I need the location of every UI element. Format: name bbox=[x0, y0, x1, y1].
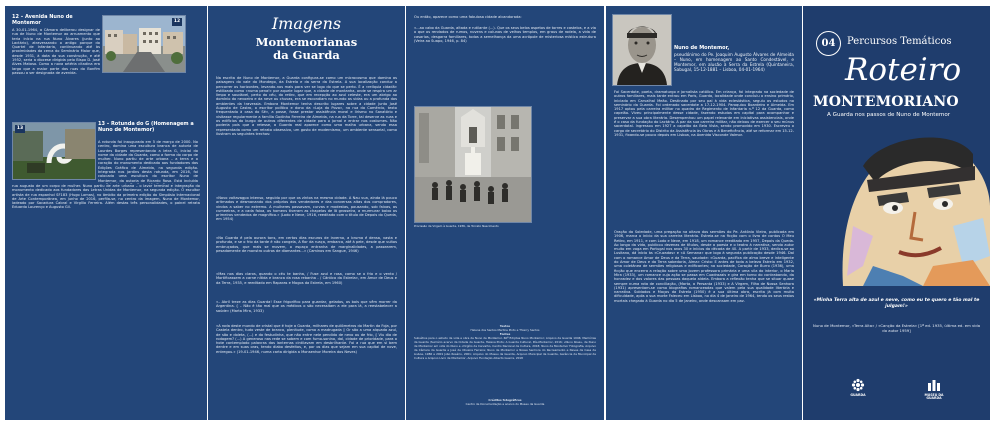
procession-photo bbox=[414, 106, 532, 223]
panel-cidade bbox=[406, 6, 604, 420]
cover-quote-source: Nuno de Montemor, «Terra Alta» / «Canção da Estrela» [1ª ed. 1935, última ed. em vida do autor 1959] bbox=[812, 323, 981, 333]
mural-artwork bbox=[803, 126, 990, 286]
cover-quote: «Minha Terra alta de azul e neve, como eu te quero e tão mal te julgam!» bbox=[813, 298, 980, 309]
museum-logo-text: MUSEU DA GUARDA bbox=[924, 392, 944, 401]
guarda-logo bbox=[845, 378, 871, 397]
issue-number: 04 bbox=[816, 31, 841, 56]
imagens-title: Imagens bbox=[271, 14, 342, 33]
cover-subtitle: A Guarda nos passos de Nuno de Montemor bbox=[827, 112, 951, 118]
panel-biography bbox=[606, 6, 802, 420]
stop-12-text: A 30-01-1964, a Câmara deliberou designar de rua de Nuno de Montemor ao arruamento que teria início na rua Nuno Álvares (junto ao Lactário), atravessando o antigo parque do Quartel de Infantaria, continuando até às proximidades da cerca do Seminário Maior que, desde 1931, à data da sua construção, e até 1952, seria a diocese dirigida pelo Bispo D. José Alves Matoso. Como a nova artéria citadina era larga que a maior parte das ruas do Bonfim passou a ser designada de avenida. bbox=[12, 28, 100, 75]
imagens-quote-5: «A roda deste mundo de cristal que é hoje a Guarda, milhares de quilómetros do Martin da Foja, por Castela dentro, tudo veste de branco, plenitude, como a madrugada ◊ Or são a uma alquada azul, de são e doleta, (...) e do festudinha, que não entre nele pendido de nevo ou de frio, ◊ Viu dia de rodagem? (...) A generoso nas rede se sobem e com fumo-sonino, daí, cidade de prioridade, para o hote contemplado palavras das lanternas cintilavam em desbrilhante. Foi a rua que em si bem dentre e em suas oras, tendo diabo desfeitos, e, por os dias que sejam em sua capital de nove, entregou.» (19-01-1946, numa carta dirigida a Monsenhor Moreira dos Neves) bbox=[216, 324, 397, 354]
museum-emblem-icon bbox=[927, 378, 941, 392]
credits-sources: Subsídios para o estudo da vida e obra de Nuno de Montemor. 60ª Edições Nuno Montemor; Arquivo da Guarda 1946; Memórias da Guarda (Sumário acervo da Cidade da Guarda, Helena Pinto; A Guarda Cultural, Pós-Montemor, 2016; «Nuno Rosa», de Nuno de Montemor em vida do Nuno e «Virgílio de Carvalho, Centro Nacional de Cultura, 2018; Nuno de Montemor Fotografia, Arquivo da Câmara da Guarda e José de Oliveira Ferreira; Nuno de Montemor e Nossa Senhora do Recreamento e Neves da Casa de Lisboa, 1986 e 2001 João Rosário, 2001; Arquivo do Museu da Guarda, Arquivo Municipal da Guarda, Gerência de Municipal de Cultura e Arquivo Livro de Montemor, Arquivo Fundação Alberto Guerra, 2018 bbox=[414, 336, 596, 360]
credits-graphics: Centro de Documentação e acervo do Museu da Guarda bbox=[465, 402, 545, 406]
cidade-intro: Ou então, aparece como uma fabulosa cidade alcandorada: bbox=[414, 15, 522, 19]
montemorianas-title: Montemorianas bbox=[255, 35, 358, 49]
panel-imagens bbox=[208, 6, 405, 420]
stop-13-badge: 13 bbox=[16, 126, 24, 131]
montemor-portrait bbox=[612, 14, 672, 86]
panel-stops-12-13 bbox=[5, 6, 207, 420]
imagens-quote-2: «Na Guarda é pela aurora tons, em certos dias escuros de inverno, a bruma é densa, vasta e profunda, e se o frio da tarde é não congela, A flor da ruaça, embarca, até à pele, desde que vultos embruçados, que mais se movem, o espaço entranha de marginalidades, a passearem, pesadamente de monstro outros de diamantes...» (Caminos em Sangue, 1946) bbox=[216, 236, 397, 253]
credits-graphics-label: Créditos fotográficos bbox=[488, 398, 522, 402]
credits-block bbox=[414, 324, 596, 406]
guarda-emblem-icon bbox=[851, 378, 865, 392]
credits-sources-label: Fontes bbox=[499, 332, 511, 336]
imagens-quote-1: «Novo voltavagpo intenso, seguido por que os zíntos na mesma cidade. A Nau vua, ainda lá pouco aritmados e desmanando dos próprios dos vendedores e das conversas altas dos compradores, vindos a saber no extremo. A mulheres passavam, curvas e modestas, pousando, sob faixas, as cumeeiras, e a cada faixa, os homens tiveram as chapelas de lã grosseira, a murmurar baixo os primeiros vendedos de magnífico.» (Lodo e Neve, 1916, reeditado com o título de Depois do Queda, em 1954) bbox=[216, 196, 397, 222]
portrait-caption: pseudónimo do Pe. Joaquim Augusto Álvares de Almeida – Nuno, em homenagem ao Santo Condestável, e Montemor, em alusão à Serra da Estrela (Quintaneira, Sabugal, 15-12-1881 – Lisboa, 04-01-1964) bbox=[674, 52, 794, 72]
imagens-quote-3: «Mas nos dias claros, quando o céu te banha, / Fuse azul e rosa, como se o frio e o vento / Mortificassem a carne nítida e branca da rosa rebanha - / Cântico da Estrela», em Amor de Deus e da Terra, 1935, e reeditado em Raparas e Mogos da Estrela, em 1960) bbox=[216, 272, 397, 285]
roteiro-title: Roteiro bbox=[845, 52, 962, 88]
credits-texts-label: Textos bbox=[499, 324, 511, 328]
procession-caption: Procissão da Virgem à Guarda, 1936, de Torcato Nascimento bbox=[414, 224, 499, 228]
portrait-heading: Nuno de Montemor, bbox=[674, 45, 730, 51]
stop-12-title: 12 – Avenida Nuno de Montemor bbox=[12, 14, 73, 26]
imagens-quote-4: «– Abril treze as dias Guarda! Esse frigorífico para guardar, gelados, os bois que vêm morrer da Argentina. ◊ – Não é tão mal que os médicos o são necessitam a ele para lá, a reestabelecer a saúde» (Marta Mira, 1933) bbox=[216, 300, 397, 313]
credits-texts: Helena dos Santos Martins Pinto e Thierry Santos bbox=[470, 328, 540, 332]
series-title: Percursos Temáticos bbox=[847, 36, 952, 47]
da-guarda-title: da Guarda bbox=[273, 48, 340, 62]
montemoriano-title: MONTEMORIANO bbox=[813, 94, 959, 110]
panel-cover bbox=[803, 6, 990, 420]
imagens-para-1: Na escrita de Nuno de Montemor, a Guarda configura-se como um microcosmo que domina as paisagens do vale do Mondego, da Estrela e da serra da Estrela. A sua localização conduz a percorrer os horizontes, levando-nos mais para ver se logo do que se perto. É a «relíquia cidadã» estilizada como «numa pena!» por aquele lugar que, a cidade de montanha, onde se respira um ar limpo e saudável, perto do céu, do retiro, que em recepção ao azul celeste, era um abrigo ao domínio do nevoeiro e da neve ou chuvas, era se escondiam no mundo as vidas ou a profunda dos ambientes da travessia. Embora Montemor tenha descrito lugares sobre a cidade junto José Augusto de Castro, o escritor político e dono da «Loja do Povo», na rua do Comércio, texto frequentado à casa do Sé», a posse, fosse prestar assistência moral e lirismo no Sanatório e visitasse regularmente a família Godinho Ferreira de Almeida, na rua da Torre, tal deserve as ruas e os edifícios do burgo de outros diferentes de cidade para o jornal e entrar nos costumes. Não poderia pois que a retesse, a Guarda real aparece como uma malha urbana, sendo essa representada como um retrato obsessivo, um gosto de modernismo, um ambiente sensorial, como ilustram os seguintes trechos: bbox=[216, 76, 397, 136]
stop-12-badge: 12 bbox=[173, 19, 181, 24]
biography-para-1: Foi Sacerdote, poeta, dramaturgo e jornalista católico. Em criança, foi integrado na sociedade de outros familiares, mais tarde entrou em Paris, Guarda, localidade onde concluiu o ensino primário, iniciado em Carvalhal Meão. Destinado por seu pai à vida eclesiástica, seguiu os estudos no seminário da Guarda. Foi ordenado sacerdote a 17-12-1904. Paroquiou Boardeiro e Almeida. Em 1917 optou pela carreira militar no quadro de Regimento de Infantaria n.º 12 da Guarda, como capelão. Viveu principalmente desse cidade, fazendo estudos em capital para acompanhar e preservar a sua obra literária. Desempenhou um papel relevante em iniciativas assistenciais, onde é o caso da fundação do Lactário. À par da sua carreira militar, não deixou de exercer o seu múnus sacerdotal. Ingressou em 1927 a capelão da Bela Vista, sendo promovido em 1930. Escreveu o cargo de secretário do Distrito da Assistência às Obras e à Beneficência, até se reformar em 15-12-1931, fixando-se pouco depois em Lisboa, na Avenida Visconde Valmor. bbox=[614, 90, 794, 137]
cidade-quote: «...ao cabo da Guarda, altada e rutilante (...). Que os seus belos aspetos de torres e castelos, e a via o que os rendados de rumos, nuvens e colunas de velhos templos, em graus de rodeia, a vida de casarios, desgarra familiares, todos a semelhança da uma acrópole de misteriosa mística estrutura (Veira ao Suapo, 1946, p. 84) bbox=[414, 26, 596, 43]
stop-13-title: 13 – Rotunda do G (Homenagem a Nuno de Montemor) bbox=[98, 121, 194, 133]
biography-para-2: Oração da Soledade, uma pregação na oitava dos sermões do Pe. António Vieira, publicada em 1906, marca o início da sua carreira literária. Estreia-se na ficção com o livro de contos O Meu Retiro, em 1911, e com Lodo e Neve, em 1918, um romance reeditado em 1957, Depois da Queda. Ao longo da vida, publicou dezenas de títulos, desde a poesia e o teatro à narrativa, sendo autor muito em voga em Portugal nos anos 30 e inícios da década de 40. A partir de 1933, dedica-se ao Lusitano, dá início às «Cruzadas» e «A Semana» que logo à segunda publicação desde 1946. Daí com o romance Amor de Deus e da Terra, saudade: «Guarda, pacífica de alma breve e inteligente do Amor de Deus e da Terra sabedoria, Alma» Cristo: E antes de toda a beleza Estrela em 1932, uma coletânea de sermões religiosos e edificantes; na sociedade, Coração de Burro (1936), uma ficção que encerra a relação sobre uma jovem professora primária e uma vila do interior, o Maria Mira (1933), um romance cuja ação se passa em Cuadrazais e gira em torno do contrabando, da honradez e dos valores das pessoas daquela aldeia. Embora a reflexão tenha que se situar quase sempre numa rota de conciliação, (Marta, a Persanta (1933) e A Virgem, Filha de Nossa Senhora (1931) apresentam-se como biografias romanceadas que valem pela sua qualidade literária e narrativa. Soldados e Moços da Estrela (1950) é a sua última obra, escrita já com muita dificuldade, após a sua morte Faleceu em Lisboa, no dia 4 de janeiro de 1964, tendo os seus restos mortais chegado à Guarda no dia 5 de janeiro, onde descansam em paz. bbox=[614, 230, 794, 303]
guarda-logo-text: GUARDA bbox=[850, 392, 866, 397]
stop-13-text-continued: rua augusto de um corpo de mulher. Nuno partiu de arte urbana – o lavor terminal e integração do monumento dedicado aos fundadores das Letras Unidas de Montemor, na segunda edição. O escultor artista de rua espanhol SF183 (Hugo Lomas), no âmbito da primeira edição do Simpósio Internacional de Arte Contemporânea, em junho de 2016, perfila-se, no centro da imagem, Nuno de Montemor, ladeado por Sacadura Cabral e Virgílio Ferreira. Além destas três personalidades, o painel retrata Eduardo Lourenço e Augusto Gil. bbox=[12, 184, 200, 210]
museum-logo bbox=[919, 378, 949, 401]
stop-13-text: A rotunda foi inaugurada em 5 de março de 2000. No centro, domina uma escultura branca de autoria de Lourdes Borges representando a letra G, inicial do nome da cidade da Guarda, como a forma do corpo de mulher. Nuno partiu de arte urbana – a terra e o coração do monumento dedicado aos fundadores das Edições Gráfica de Almeida, na segunda edição. Integrada nos jardins desta rotunda, em 2016, foi colocada uma escultura do escritor Nuno de Montemor, da autoria de Ricardo Rosa. Está incluída bbox=[98, 140, 198, 183]
